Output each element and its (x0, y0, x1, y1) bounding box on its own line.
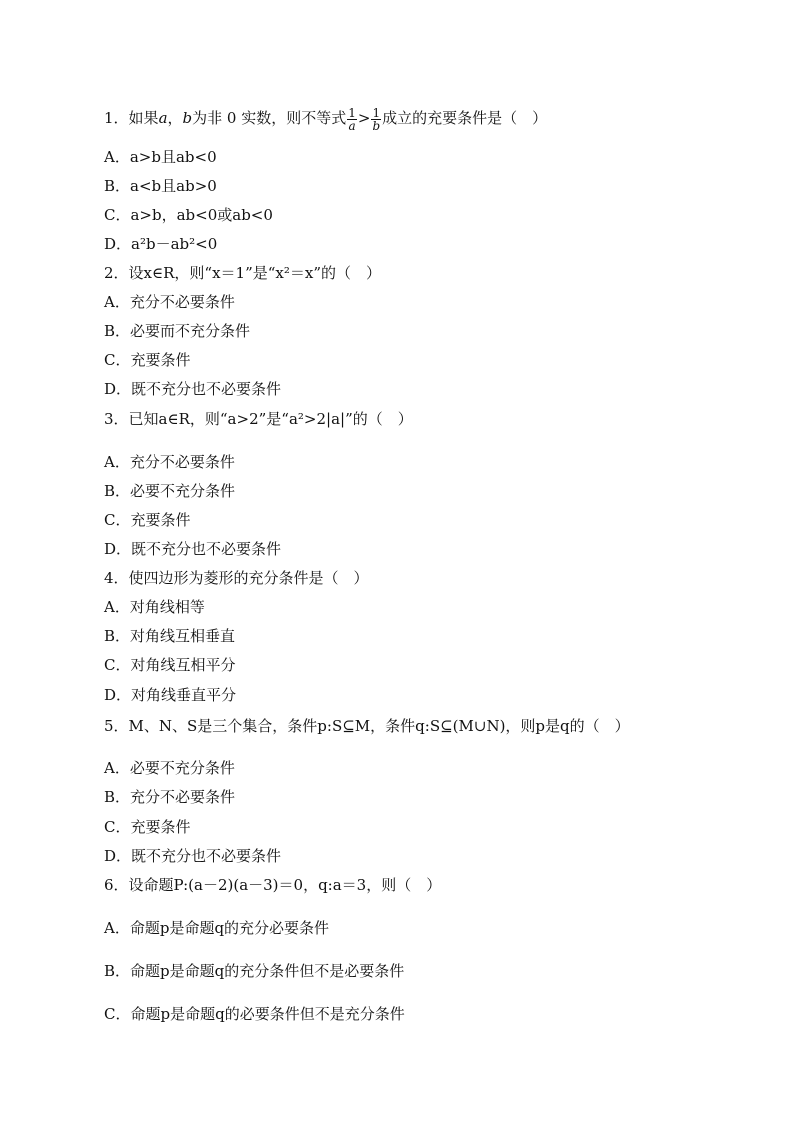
option-letter: B． (104, 962, 131, 980)
option-3d (104, 538, 754, 560)
option-text: 必要不充分条件 (129, 759, 235, 777)
option-text: 既不充分也不必要条件 (131, 380, 282, 398)
greater-than-sign: > (357, 109, 371, 127)
option-letter: A． (104, 148, 130, 166)
option-letter: C． (104, 206, 131, 224)
option-3a (104, 451, 754, 473)
stem-text: 成立的充要条件是（ ） (382, 109, 548, 127)
option-2a (104, 291, 754, 313)
option-5c (104, 816, 754, 838)
option-letter: D． (104, 847, 132, 865)
option-text: 充分不必要条件 (129, 293, 235, 311)
option-text: 充要条件 (130, 818, 191, 836)
option-text: a>b，ab<0或ab<0 (130, 206, 273, 224)
option-4c (104, 654, 754, 676)
option-letter: A． (104, 598, 130, 616)
option-3c (104, 509, 754, 531)
option-text: a²b－ab²<0 (131, 235, 218, 253)
option-letter: C． (104, 818, 131, 836)
question-number: 1． (104, 109, 129, 127)
option-text: 必要而不充分条件 (130, 322, 251, 340)
option-letter: B． (104, 788, 131, 806)
option-letter: D． (104, 380, 132, 398)
option-4d (104, 684, 754, 706)
option-4a (104, 596, 754, 618)
option-2b (104, 320, 754, 342)
question-5-stem: 5．M、N、S是三个集合，条件p:S⊆M，条件q:S⊆(M∪N)，则p是q的（ ） (104, 717, 630, 735)
option-letter: D． (104, 235, 132, 253)
option-letter: A． (104, 453, 130, 471)
math-variable-a: a (158, 109, 168, 127)
option-4b (104, 625, 754, 647)
fraction-1-over-b (371, 107, 381, 132)
option-letter: B． (104, 627, 131, 645)
option-text: 既不充分也不必要条件 (131, 847, 282, 865)
option-letter: D． (104, 540, 132, 558)
option-text: a<b且ab>0 (130, 177, 217, 195)
option-letter: A． (104, 759, 130, 777)
option-text: 充分不必要条件 (130, 788, 236, 806)
option-text: 对角线互相垂直 (130, 627, 236, 645)
option-text: 充要条件 (130, 351, 191, 369)
fraction-denominator: a (348, 118, 356, 133)
fraction-denominator: b (372, 118, 381, 133)
option-text: 对角线垂直平分 (131, 686, 237, 704)
fraction-numerator: 1 (348, 105, 356, 120)
question-3-stem: 3．已知a∈R，则“a>2”是“a²>2|a|”的（ ） (104, 410, 413, 428)
option-letter: D． (104, 686, 132, 704)
option-letter: C． (104, 1005, 131, 1023)
option-text: 既不充分也不必要条件 (131, 540, 282, 558)
option-5b (104, 786, 754, 808)
question-2-stem: 2．设x∈R，则“x＝1”是“x²＝x”的（ ） (104, 264, 382, 282)
fraction-numerator: 1 (372, 105, 381, 120)
stem-text: ， (167, 109, 183, 127)
option-letter: A． (104, 293, 130, 311)
option-text: 命题p是命题q的充分必要条件 (129, 919, 330, 937)
option-text: a>b且ab<0 (129, 148, 217, 166)
option-text: 对角线相等 (129, 598, 205, 616)
option-letter: C． (104, 351, 131, 369)
fraction-1-over-a (347, 107, 357, 132)
stem-text: 为非 0 实数，则不等式 (192, 109, 347, 127)
option-letter: C． (104, 511, 131, 529)
option-6c (104, 1003, 754, 1025)
option-5d (104, 845, 754, 867)
option-text: 充分不必要条件 (129, 453, 235, 471)
option-text: 充要条件 (130, 511, 191, 529)
math-variable-b: b (182, 109, 193, 127)
option-letter: B． (104, 322, 131, 340)
option-text: 命题p是命题q的必要条件但不是充分条件 (130, 1005, 405, 1023)
option-5a (104, 757, 754, 779)
question-4-stem: 4．使四边形为菱形的充分条件是（ ） (104, 569, 369, 587)
option-letter: A． (104, 919, 130, 937)
stem-text: 如果 (128, 109, 159, 127)
option-3b (104, 480, 754, 502)
question-6-stem: 6．设命题P:(a－2)(a－3)＝0，q:a＝3，则（ ） (104, 876, 442, 894)
option-letter: B． (104, 482, 131, 500)
option-2d (104, 378, 754, 400)
option-2c (104, 349, 754, 371)
question-1-stem (104, 103, 754, 133)
option-1a (104, 146, 754, 168)
option-letter: B． (104, 177, 131, 195)
option-6b (104, 960, 754, 982)
option-text: 必要不充分条件 (130, 482, 236, 500)
option-letter: C． (104, 656, 131, 674)
option-1b (104, 175, 754, 197)
option-text: 对角线互相平分 (130, 656, 236, 674)
option-1d (104, 233, 754, 255)
option-1c (104, 204, 754, 226)
option-text: 命题p是命题q的充分条件但不是必要条件 (130, 962, 405, 980)
option-6a (104, 917, 754, 939)
